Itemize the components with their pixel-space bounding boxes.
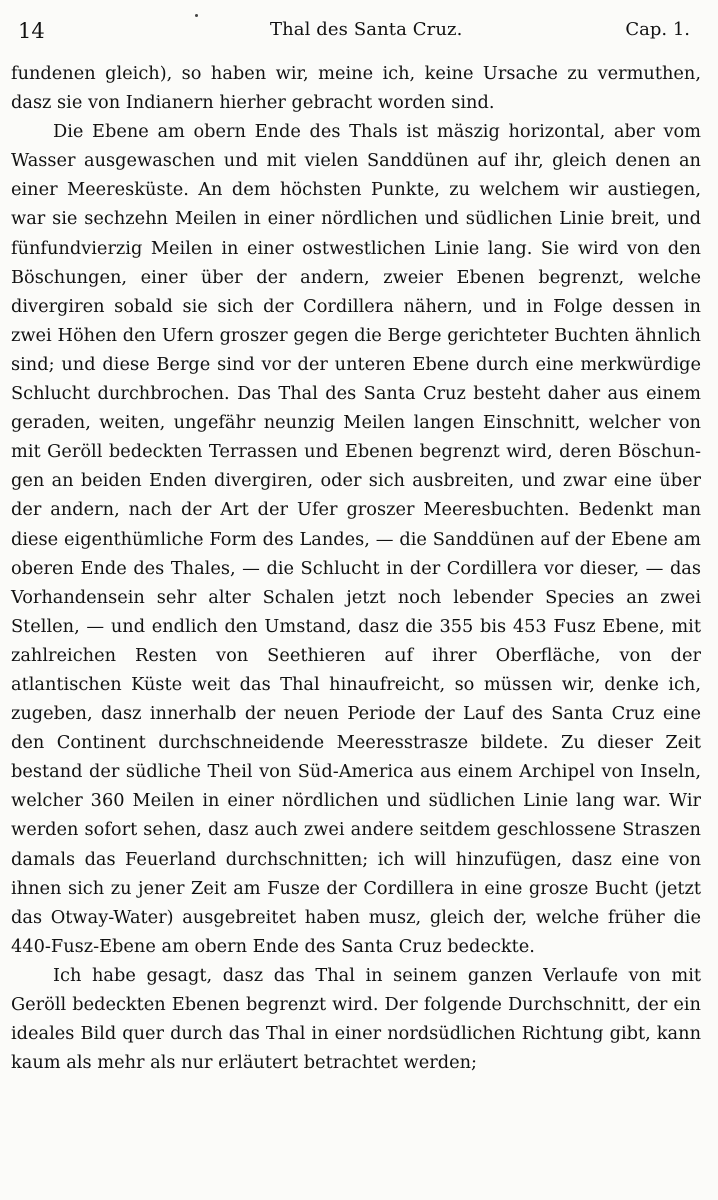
page-number: 14 — [18, 19, 45, 43]
running-title: Thal des Santa Cruz. — [270, 19, 463, 40]
paragraph-gravel-plains: Ich habe gesagt, dasz das Thal in seinem ganzen Verlaufe von mit Geröll bedeckten Ebenen begrenzt wird. Der folgende Durchschnitt, der ein ideales Bild quer durch das Thal in einer nordsüdlichen Richtung gibt, kann kaum als mehr als nur erläutert betrachtet werden; — [11, 965, 701, 1074]
page-header — [11, 0, 708, 50]
body-text — [11, 60, 701, 1078]
chapter-label: Cap. 1. — [625, 19, 690, 40]
paragraph-valley-plain: Die Ebene am obern Ende des Thals ist mäszig horizontal, aber vom Wasser ausgewaschen und mit vielen Sanddünen auf ihr, gleich denen an einer Meeresküste. An dem höchsten Punkte, zu welchem wir austiegen, war sie sechzehn Meilen in einer nördlichen und südlichen Linie breit, und fünfundvierzig Meilen in einer ostwestlichen Linie lang. Sie wird von den Böschungen, einer über der andern, zweier Ebenen begrenzt, welche divergiren sobald sie sich der Cordillera nähern, und in Folge dessen in zwei Höhen den Ufern groszer gegen die Berge gerichteter Buchten ähnlich sind; und diese Berge sind vor der unteren Ebene durch eine merkwürdige Schlucht durchbrochen. Das Thal des Santa Cruz besteht daher aus einem geraden, weiten, ungefähr neunzig Meilen langen Einschnitt, welcher von mit Geröll bedeckten Terrassen und Ebenen begrenzt wird, deren Böschungen an beiden Enden divergiren, oder sich ausbreiten, und zwar eine über der andern, nach der Art der Ufer groszer Meeresbuchten. Bedenkt man diese eigenthümliche Form des Landes, — die Sanddünen auf der Ebene am oberen Ende des Thales, — die Schlucht in der Cordillera vor dieser, — das Vorhandensein sehr alter Schalen jetzt noch lebender Species an zwei Stellen, — und endlich den Umstand, dasz die 355 bis 453 Fusz Ebene, mit zahlreichen Resten von Seethieren auf ihrer Oberfläche, von der atlantischen Küste weit das Thal hinaufreicht, so müssen wir, denke ich, zugeben, dasz innerhalb der neuen Periode der Lauf des Santa Cruz eine den Continent durchschneidende Meeresstrasze bildete. Zu dieser Zeit bestand der südliche Theil von Süd-America aus einem Archipel von Inseln, welcher 360 Meilen in einer nördlichen und südlichen Linie lang war. Wir werden sofort sehen, dasz auch zwei andere seitdem geschlossene Straszen damals das Feuerland durchschnitten; ich will hinzufügen, dasz eine von ihnen sich zu jener Zeit am Fusze der Cordillera in eine grosze Bucht (jetzt das Otway-Water) ausgebreitet haben musz, gleich der, welche früher die 440-Fusz-Ebene am obern Ende des Santa Cruz bedeckte. — [11, 122, 701, 957]
paragraph-continuation: fundenen gleich), so haben wir, meine ich, keine Ursache zu vermuthen, dasz sie von Indianern hierher gebracht worden sind. — [11, 64, 701, 114]
